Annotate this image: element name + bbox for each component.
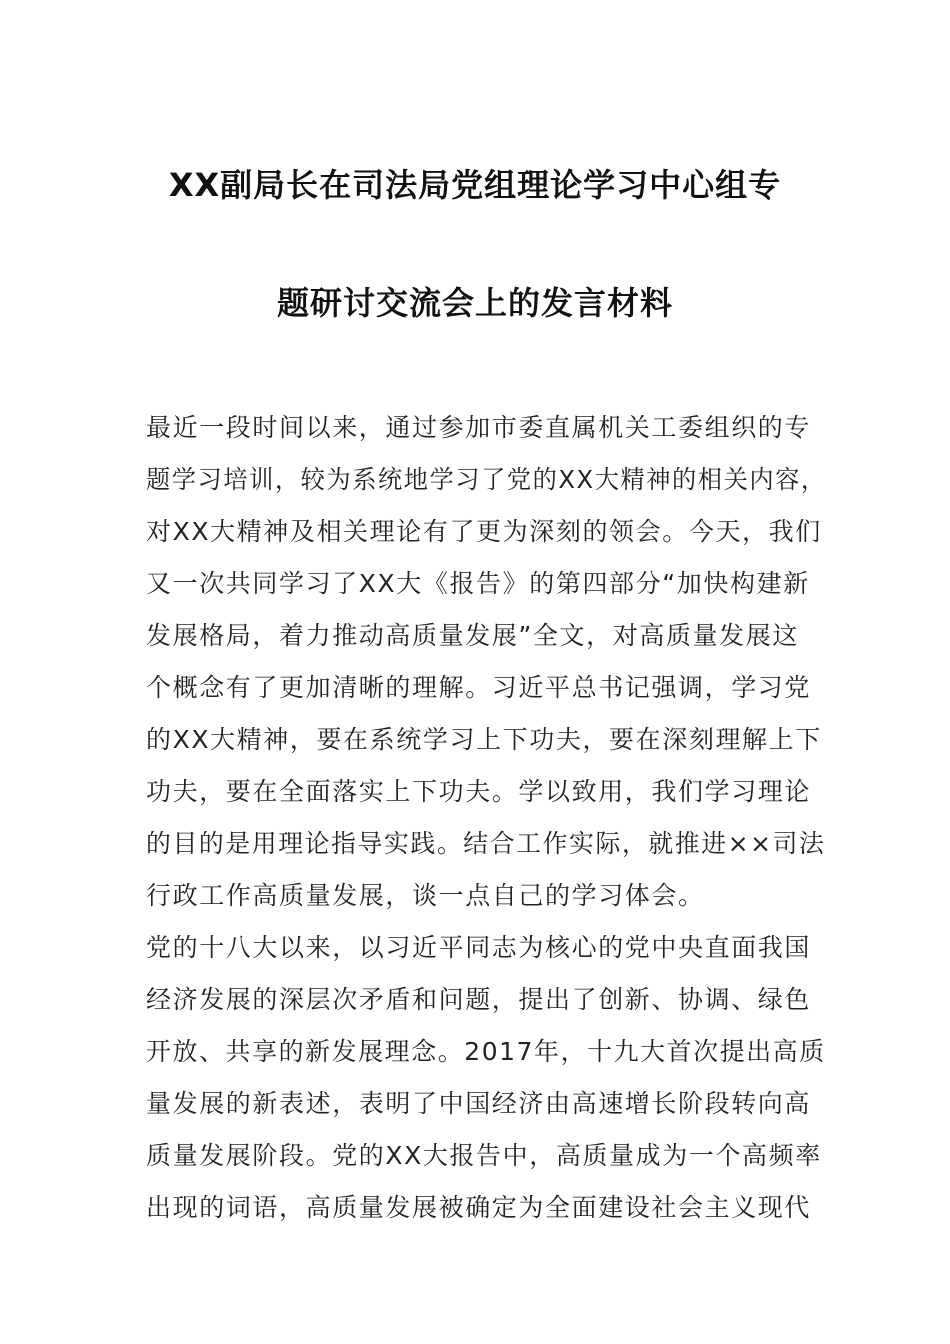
body-line: 又一次共同学习了XX大《报告》的第四部分“加快构建新	[146, 569, 810, 598]
body-line: 量发展的新表述，表明了中国经济由高速增长阶段转向高	[146, 1089, 812, 1118]
body-line: 最近一段时间以来，通过参加市委直属机关工委组织的专	[146, 413, 812, 442]
document-title-line-2: 题研讨交流会上的发言材料	[276, 284, 673, 322]
document-title-line-1: XX副局长在司法局党组理论学习中心组专	[168, 166, 782, 204]
body-line: 质量发展阶段。党的XX大报告中，高质量成为一个高频率	[146, 1141, 822, 1170]
body-line: 出现的词语，高质量发展被确定为全面建设社会主义现代	[146, 1193, 812, 1222]
body-line: 发展格局，着力推动高质量发展”全文，对高质量发展这	[146, 621, 799, 650]
body-line: 对XX大精神及相关理论有了更为深刻的领会。今天，我们	[146, 517, 822, 546]
body-line: 行政工作高质量发展，谈一点自己的学习体会。	[146, 881, 705, 910]
body-line: 题学习培训，较为系统地学习了党的XX大精神的相关内容，	[146, 465, 827, 494]
body-line: 的目的是用理论指导实践。结合工作实际，就推进××司法	[146, 829, 826, 858]
body-line: 个概念有了更加清晰的理解。习近平总书记强调，学习党	[146, 673, 812, 702]
body-line: 党的十八大以来，以习近平同志为核心的党中央直面我国	[146, 933, 812, 962]
body-line: 功夫，要在全面落实上下功夫。学以致用，我们学习理论	[146, 777, 812, 806]
body-line: 的XX大精神，要在系统学习上下功夫，要在深刻理解上下	[146, 725, 822, 754]
body-line: 经济发展的深层次矛盾和问题，提出了创新、协调、绿色	[146, 985, 812, 1014]
body-line: 开放、共享的新发展理念。2017年，十九大首次提出高质	[146, 1037, 826, 1066]
